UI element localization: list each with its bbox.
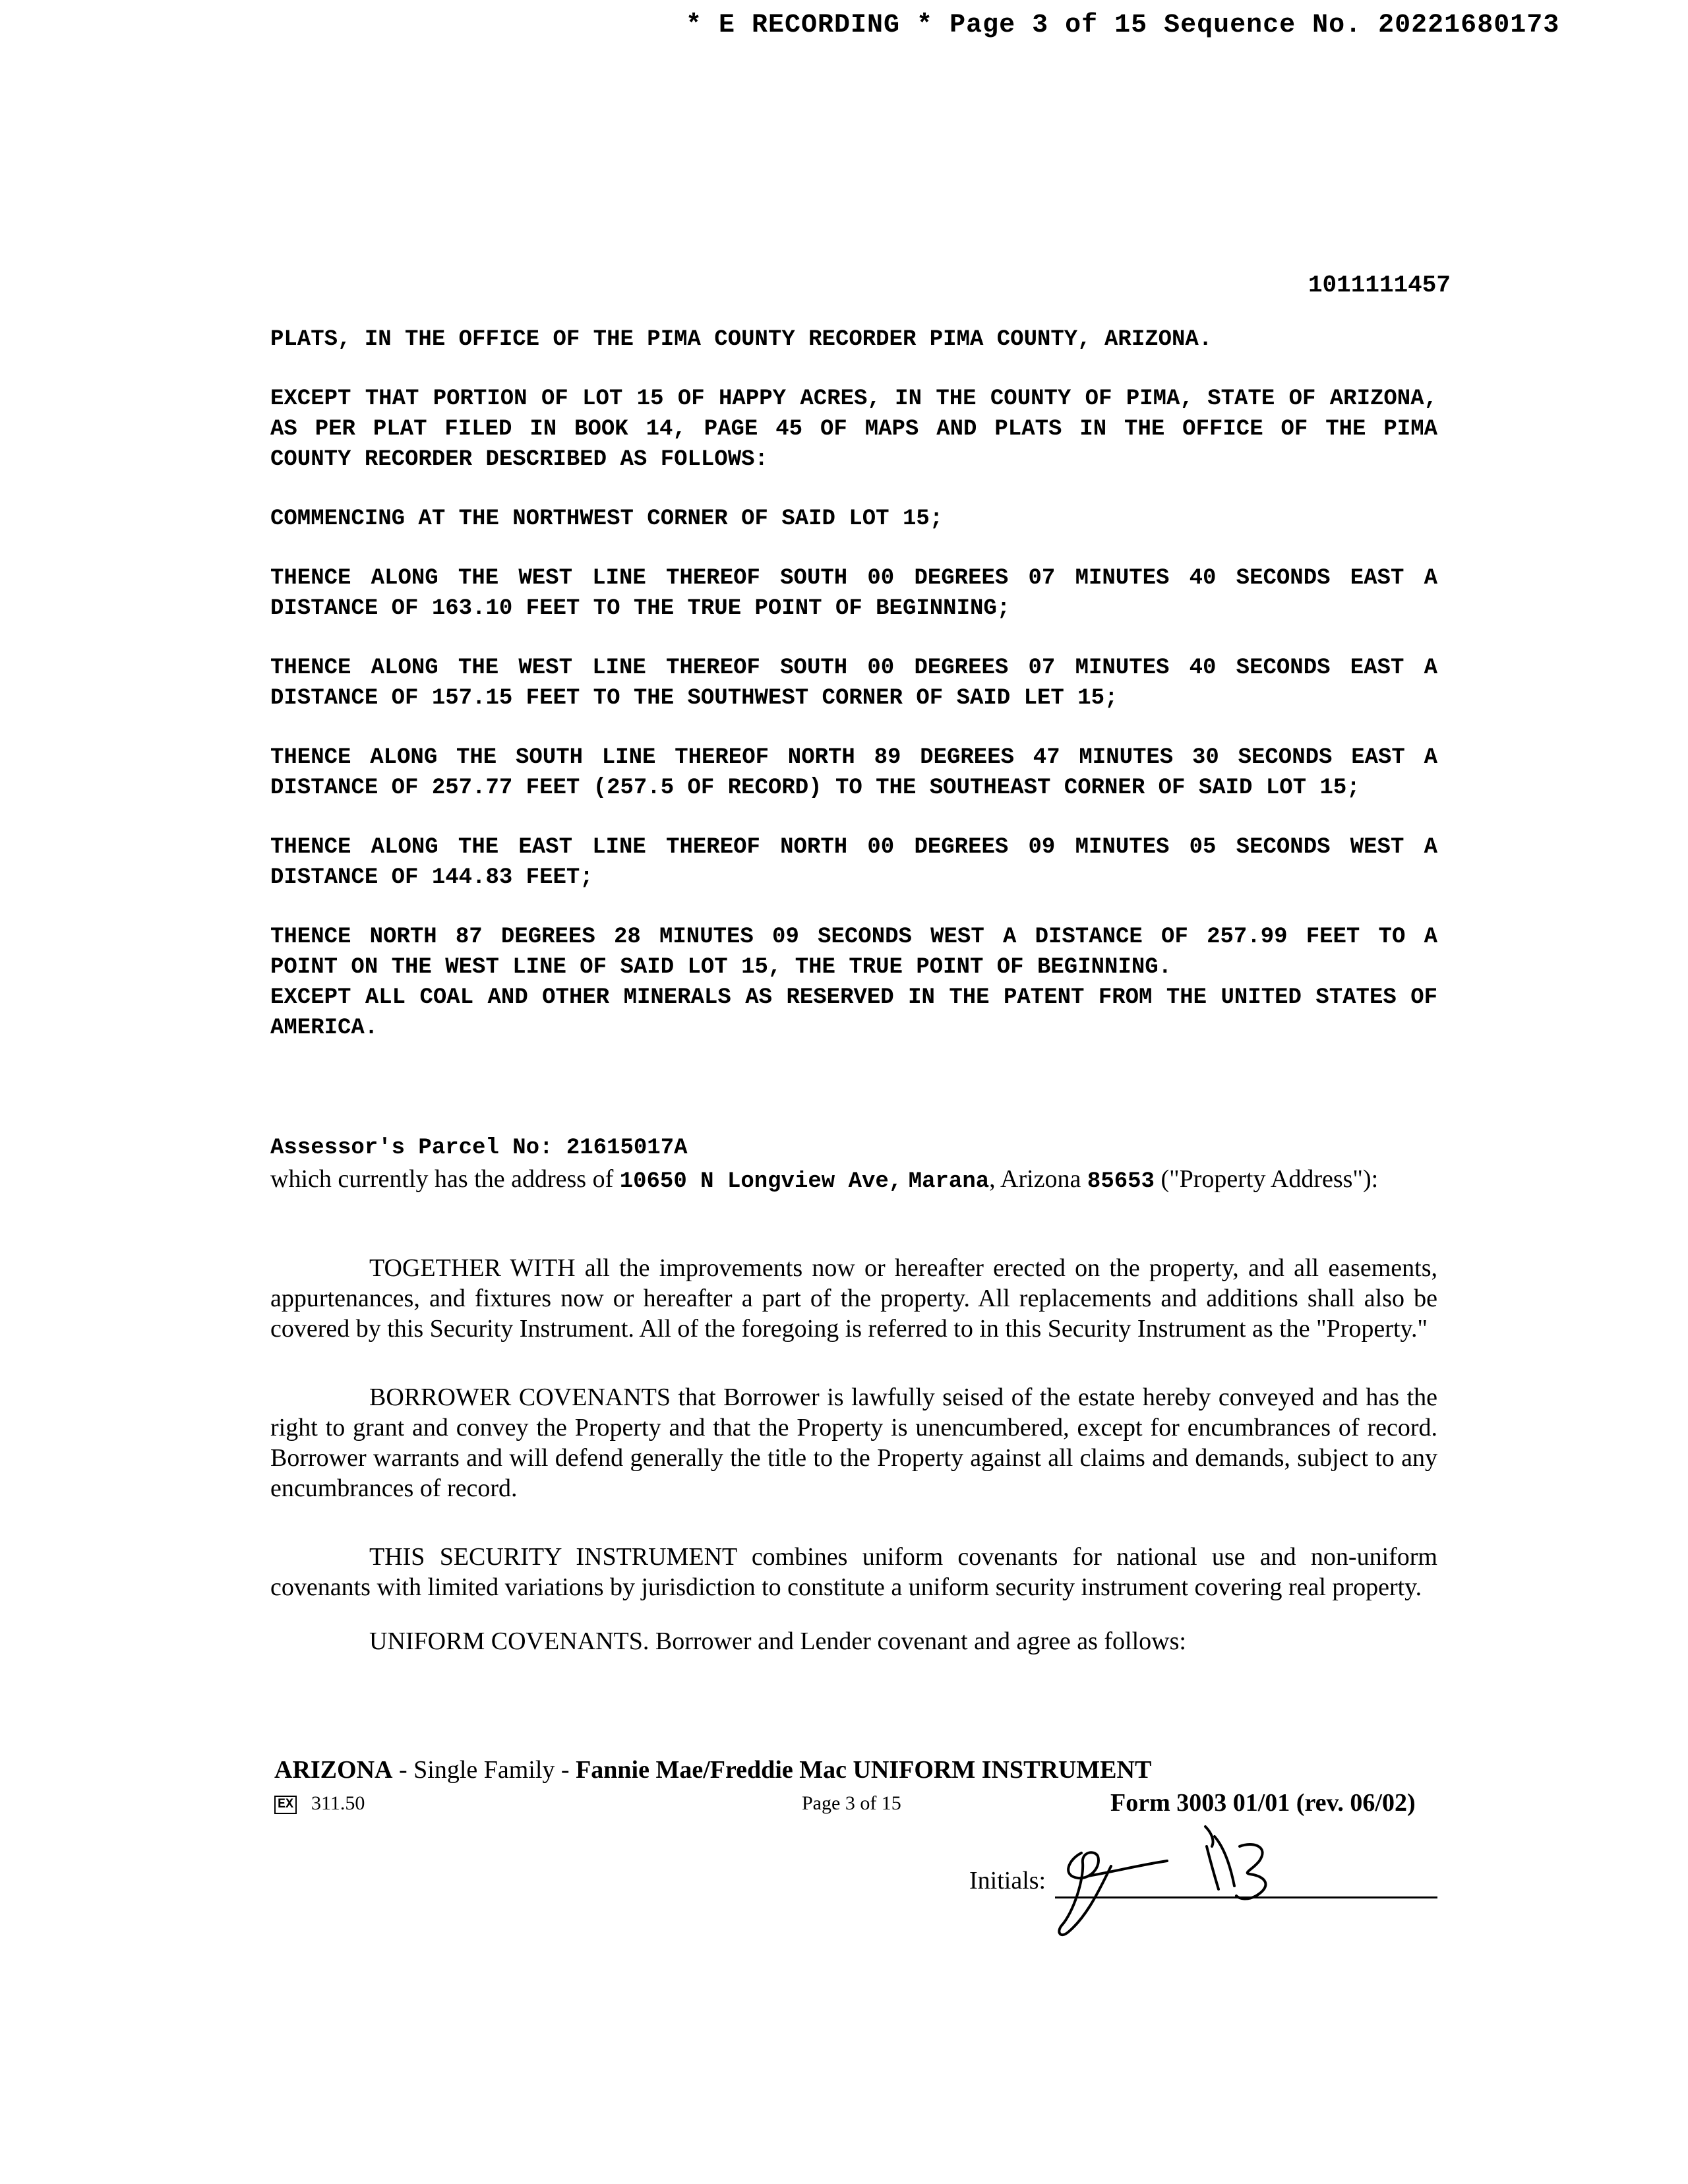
footer-separator: - Single Family - [392,1756,576,1784]
legal-paragraph: THENCE ALONG THE WEST LINE THEREOF SOUTH 00 DEGREES 07 MINUTES 40 SECONDS EAST A DISTANCE OF 163.10 FEET TO THE TRUE POINT OF BEGINNING; [270,566,1437,621]
borrower-covenants-paragraph: BORROWER COVENANTS that Borrower is lawfully seised of the estate hereby conveyed and has the right to grant and convey the Property and that the Property is unencumbered, except for encumbrances of record. Borrower warrants and will defend generally the title to the Property against all claims and demands, subject to any encumbrances of record. [270,1383,1437,1502]
legal-paragraph: THENCE ALONG THE SOUTH LINE THEREOF NORTH 89 DEGREES 47 MINUTES 30 SECONDS EAST A DISTANCE OF 257.77 FEET (257.5 OF RECORD) TO THE SOUTHEAST CORNER OF SAID LOT 15; [270,745,1437,801]
legal-paragraph: EXCEPT ALL COAL AND OTHER MINERALS AS RESERVED IN THE PATENT FROM THE UNITED STATES OF AMERICA. [270,985,1437,1041]
address-street: 10650 N Longview Ave, [619,1169,903,1194]
page-label: Page 3 of 15 [802,1792,901,1814]
legal-paragraph: THENCE NORTH 87 DEGREES 28 MINUTES 09 SECONDS WEST A DISTANCE OF 257.99 FEET TO A POINT ON THE WEST LINE OF SAID LOT 15, THE TRUE POINT OF BEGINNING. [270,925,1437,980]
legal-description [270,324,1437,1072]
together-with-paragraph: TOGETHER WITH all the improvements now or hereafter erected on the property, and all easements, appurtenances, and fixtures now or hereafter a part of the property. All replacements and additions shall also be covered by this Security Instrument. All of the foregoing is referred to in this Security Instrument as the "Property." [270,1254,1437,1343]
recording-header: * E RECORDING * Page 3 of 15 Sequence No. 20221680173 [686,11,1560,40]
legal-paragraph: PLATS, IN THE OFFICE OF THE PIMA COUNTY RECORDER PIMA COUNTY, ARIZONA. [270,327,1213,352]
uniform-covenants-heading: UNIFORM COVENANTS. Borrower and Lender covenant and agree as follows: [369,1627,1186,1655]
legal-paragraph: EXCEPT THAT PORTION OF LOT 15 OF HAPPY ACRES, IN THE COUNTY OF PIMA, STATE OF ARIZONA, AS PER PLAT FILED IN BOOK 14, PAGE 45 OF MAPS AND PLATS IN THE OFFICE OF THE PIMA COUNTY RECORDER DESCRIBED AS FOLLOWS: [270,386,1437,472]
address-zip: 85653 [1087,1169,1155,1194]
footer-title [274,1755,1151,1784]
ex-icon: EX [274,1796,297,1814]
footer-instrument: Fannie Mae/Freddie Mac UNIFORM INSTRUMENT [576,1756,1152,1784]
legal-paragraph: THENCE ALONG THE EAST LINE THEREOF NORTH 00 DEGREES 09 MINUTES 05 SECONDS WEST A DISTANCE OF 144.83 FEET; [270,835,1437,890]
form-number: Form 3003 01/01 (rev. 06/02) [1110,1789,1416,1817]
initials-label: Initials: [969,1867,1046,1895]
address-suffix: ("Property Address"): [1154,1165,1379,1193]
address-city: Marana [908,1169,990,1194]
security-instrument-paragraph: THIS SECURITY INSTRUMENT combines uniform covenants for national use and non-uniform covenants with limited variations by jurisdiction to constitute a uniform security instrument covering real property. [270,1543,1437,1601]
property-address-line [270,1163,1437,1198]
loan-number: 1011111457 [1308,272,1451,299]
initials-signature-icon [1042,1800,1319,1945]
footer-state: ARIZONA [274,1756,393,1784]
address-prefix: which currently has the address of [270,1165,620,1193]
legal-paragraph: COMMENCING AT THE NORTHWEST CORNER OF SAID LOT 15; [270,506,944,531]
legal-paragraph: THENCE ALONG THE WEST LINE THEREOF SOUTH 00 DEGREES 07 MINUTES 40 SECONDS EAST A DISTANCE OF 157.15 FEET TO THE SOUTHWEST CORNER OF SAID LET 15; [270,655,1437,711]
body-text [270,1253,1437,1656]
form-code-number: 311.50 [311,1792,365,1814]
parcel-block [270,1133,1437,1198]
address-state: , Arizona [989,1165,1087,1193]
assessor-parcel-number: Assessor's Parcel No: 21615017A [270,1136,688,1161]
form-code [274,1792,365,1815]
